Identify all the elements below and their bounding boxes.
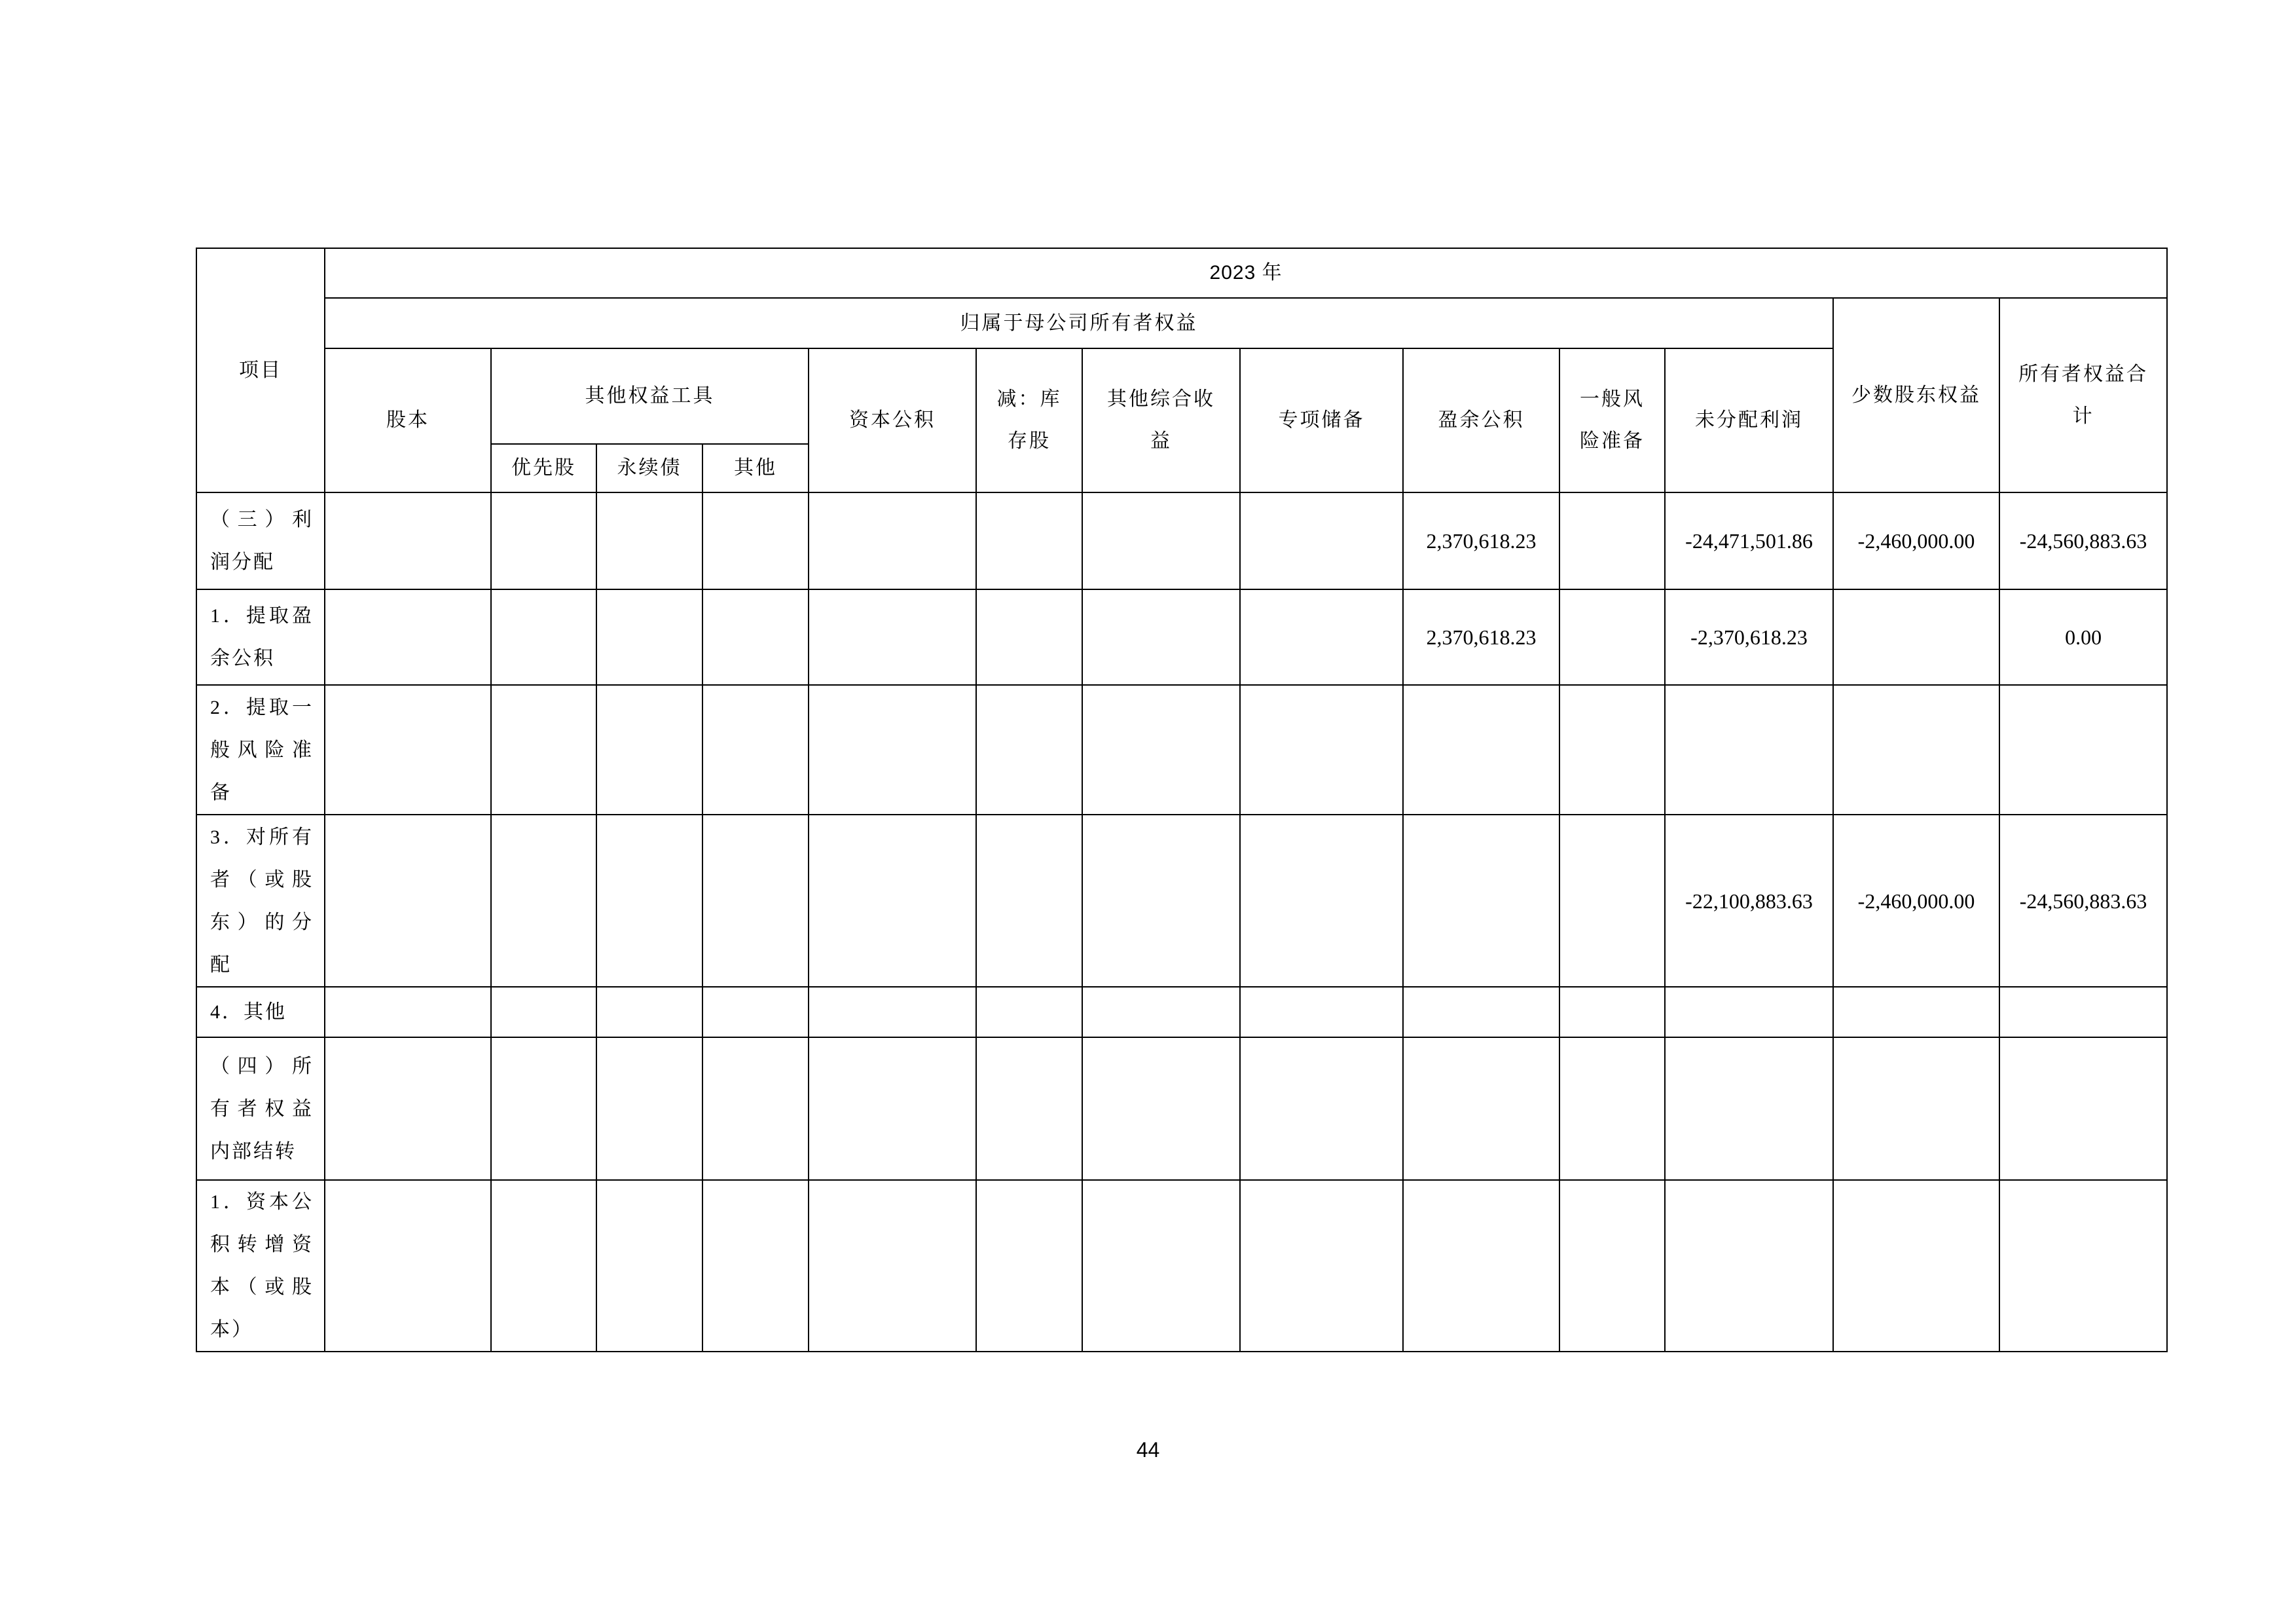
header-row-group xyxy=(196,298,2167,348)
table-row xyxy=(196,685,2167,815)
cell-total-equity xyxy=(1999,1037,2167,1180)
cell-perpetual-bond xyxy=(596,815,702,987)
cell-capital-reserve xyxy=(809,492,976,589)
cell-surplus-reserve: 2,370,618.23 xyxy=(1403,589,1559,685)
row-label: 4．其他 xyxy=(210,1001,287,1023)
cell-total-equity xyxy=(1999,987,2167,1037)
cell-minority-interest xyxy=(1833,1037,1999,1180)
cell-undistributed-profit: -22,100,883.63 xyxy=(1665,815,1833,987)
header-col-total-equity xyxy=(1999,298,2167,492)
cell-special-reserve xyxy=(1240,815,1403,987)
cell-general-risk-reserve xyxy=(1559,1037,1665,1180)
cell-preferred-stock xyxy=(491,1037,596,1180)
table-row xyxy=(196,492,2167,589)
cell-undistributed-profit xyxy=(1665,1037,1833,1180)
header-col-oci xyxy=(1082,348,1240,492)
cell-preferred-stock xyxy=(491,987,596,1037)
cell-preferred-stock xyxy=(491,685,596,815)
equity-changes-table xyxy=(196,248,2168,1352)
row-label-cell xyxy=(196,1180,325,1352)
header-col-perpetual-bond: 永续债 xyxy=(596,444,702,492)
cell-undistributed-profit xyxy=(1665,1180,1833,1352)
cell-perpetual-bond xyxy=(596,987,702,1037)
cell-preferred-stock xyxy=(491,815,596,987)
cell-oci xyxy=(1082,492,1240,589)
cell-special-reserve xyxy=(1240,1180,1403,1352)
row-label-cell xyxy=(196,987,325,1037)
row-label-cell xyxy=(196,589,325,685)
cell-other xyxy=(702,492,809,589)
row-label: （三）利润分配 xyxy=(210,509,314,573)
cell-perpetual-bond xyxy=(596,492,702,589)
cell-treasury-stock xyxy=(976,492,1082,589)
header-col-oci-text: 其他综合收益 xyxy=(1107,388,1215,452)
cell-special-reserve xyxy=(1240,987,1403,1037)
cell-treasury-stock xyxy=(976,685,1082,815)
cell-general-risk-reserve xyxy=(1559,685,1665,815)
cell-treasury-stock xyxy=(976,815,1082,987)
header-col-special-reserve: 专项储备 xyxy=(1240,348,1403,492)
cell-other xyxy=(702,589,809,685)
header-item: 项目 xyxy=(196,248,325,492)
cell-undistributed-profit: -24,471,501.86 xyxy=(1665,492,1833,589)
cell-oci xyxy=(1082,815,1240,987)
cell-general-risk-reserve xyxy=(1559,589,1665,685)
header-col-other: 其他 xyxy=(702,444,809,492)
page-number: 44 xyxy=(1136,1438,1160,1462)
cell-share-capital xyxy=(325,685,491,815)
table-row xyxy=(196,815,2167,987)
cell-general-risk-reserve xyxy=(1559,492,1665,589)
header-col-total-equity-text: 所有者权益合计 xyxy=(2018,363,2149,427)
cell-oci xyxy=(1082,589,1240,685)
cell-treasury-stock xyxy=(976,1180,1082,1352)
cell-treasury-stock xyxy=(976,987,1082,1037)
cell-oci xyxy=(1082,987,1240,1037)
cell-undistributed-profit: -2,370,618.23 xyxy=(1665,589,1833,685)
cell-minority-interest: -2,460,000.00 xyxy=(1833,815,1999,987)
cell-undistributed-profit xyxy=(1665,685,1833,815)
header-other-equity-instruments: 其他权益工具 xyxy=(491,348,809,444)
cell-total-equity xyxy=(1999,685,2167,815)
cell-treasury-stock xyxy=(976,589,1082,685)
header-col-treasury-stock-text: 减：库存股 xyxy=(996,388,1062,452)
table-body xyxy=(196,492,2167,1352)
cell-treasury-stock xyxy=(976,1037,1082,1180)
row-label-cell xyxy=(196,492,325,589)
cell-undistributed-profit xyxy=(1665,987,1833,1037)
cell-perpetual-bond xyxy=(596,589,702,685)
cell-surplus-reserve: 2,370,618.23 xyxy=(1403,492,1559,589)
header-col-share-capital: 股本 xyxy=(325,348,491,492)
cell-perpetual-bond xyxy=(596,1180,702,1352)
cell-general-risk-reserve xyxy=(1559,987,1665,1037)
header-row-year xyxy=(196,248,2167,298)
header-year: 2023 年 xyxy=(325,248,2167,298)
cell-other xyxy=(702,685,809,815)
cell-share-capital xyxy=(325,1037,491,1180)
table-row xyxy=(196,987,2167,1037)
cell-total-equity: -24,560,883.63 xyxy=(1999,492,2167,589)
cell-special-reserve xyxy=(1240,589,1403,685)
cell-preferred-stock xyxy=(491,492,596,589)
header-col-capital-reserve: 资本公积 xyxy=(809,348,976,492)
cell-oci xyxy=(1082,1180,1240,1352)
cell-minority-interest xyxy=(1833,685,1999,815)
cell-preferred-stock xyxy=(491,589,596,685)
cell-surplus-reserve xyxy=(1403,815,1559,987)
cell-oci xyxy=(1082,1037,1240,1180)
header-col-undistributed-profit: 未分配利润 xyxy=(1665,348,1833,492)
cell-share-capital xyxy=(325,987,491,1037)
row-label: 1．资本公积转增资本（或股本） xyxy=(210,1191,314,1340)
header-parent-equity: 归属于母公司所有者权益 xyxy=(325,298,1833,348)
cell-capital-reserve xyxy=(809,589,976,685)
cell-total-equity xyxy=(1999,1180,2167,1352)
cell-preferred-stock xyxy=(491,1180,596,1352)
row-label-cell xyxy=(196,815,325,987)
cell-general-risk-reserve xyxy=(1559,1180,1665,1352)
cell-perpetual-bond xyxy=(596,685,702,815)
header-col-surplus-reserve: 盈余公积 xyxy=(1403,348,1559,492)
cell-share-capital xyxy=(325,1180,491,1352)
table-row xyxy=(196,1180,2167,1352)
cell-capital-reserve xyxy=(809,987,976,1037)
cell-other xyxy=(702,1180,809,1352)
row-label-cell xyxy=(196,1037,325,1180)
cell-share-capital xyxy=(325,492,491,589)
cell-surplus-reserve xyxy=(1403,1180,1559,1352)
header-col-general-risk-reserve-text: 一般风险准备 xyxy=(1580,388,1645,452)
cell-capital-reserve xyxy=(809,685,976,815)
table-row xyxy=(196,589,2167,685)
header-col-preferred-stock: 优先股 xyxy=(491,444,596,492)
cell-special-reserve xyxy=(1240,1037,1403,1180)
cell-other xyxy=(702,987,809,1037)
row-label: （四）所有者权益内部结转 xyxy=(210,1055,314,1162)
cell-surplus-reserve xyxy=(1403,685,1559,815)
cell-perpetual-bond xyxy=(596,1037,702,1180)
cell-minority-interest xyxy=(1833,589,1999,685)
cell-other xyxy=(702,815,809,987)
row-label-cell xyxy=(196,685,325,815)
cell-oci xyxy=(1082,685,1240,815)
header-col-general-risk-reserve xyxy=(1559,348,1665,492)
cell-capital-reserve xyxy=(809,1037,976,1180)
cell-minority-interest xyxy=(1833,1180,1999,1352)
table-row xyxy=(196,1037,2167,1180)
cell-general-risk-reserve xyxy=(1559,815,1665,987)
header-col-treasury-stock xyxy=(976,348,1082,492)
row-label: 2．提取一般风险准备 xyxy=(210,696,314,803)
cell-surplus-reserve xyxy=(1403,1037,1559,1180)
cell-minority-interest xyxy=(1833,987,1999,1037)
cell-share-capital xyxy=(325,815,491,987)
cell-total-equity: -24,560,883.63 xyxy=(1999,815,2167,987)
cell-share-capital xyxy=(325,589,491,685)
cell-total-equity: 0.00 xyxy=(1999,589,2167,685)
cell-surplus-reserve xyxy=(1403,987,1559,1037)
header-col-minority-interest: 少数股东权益 xyxy=(1833,298,1999,492)
cell-capital-reserve xyxy=(809,815,976,987)
cell-capital-reserve xyxy=(809,1180,976,1352)
cell-minority-interest: -2,460,000.00 xyxy=(1833,492,1999,589)
cell-special-reserve xyxy=(1240,492,1403,589)
row-label: 1．提取盈余公积 xyxy=(210,605,314,669)
cell-special-reserve xyxy=(1240,685,1403,815)
cell-other xyxy=(702,1037,809,1180)
row-label: 3．对所有者（或股东）的分配 xyxy=(210,826,314,976)
